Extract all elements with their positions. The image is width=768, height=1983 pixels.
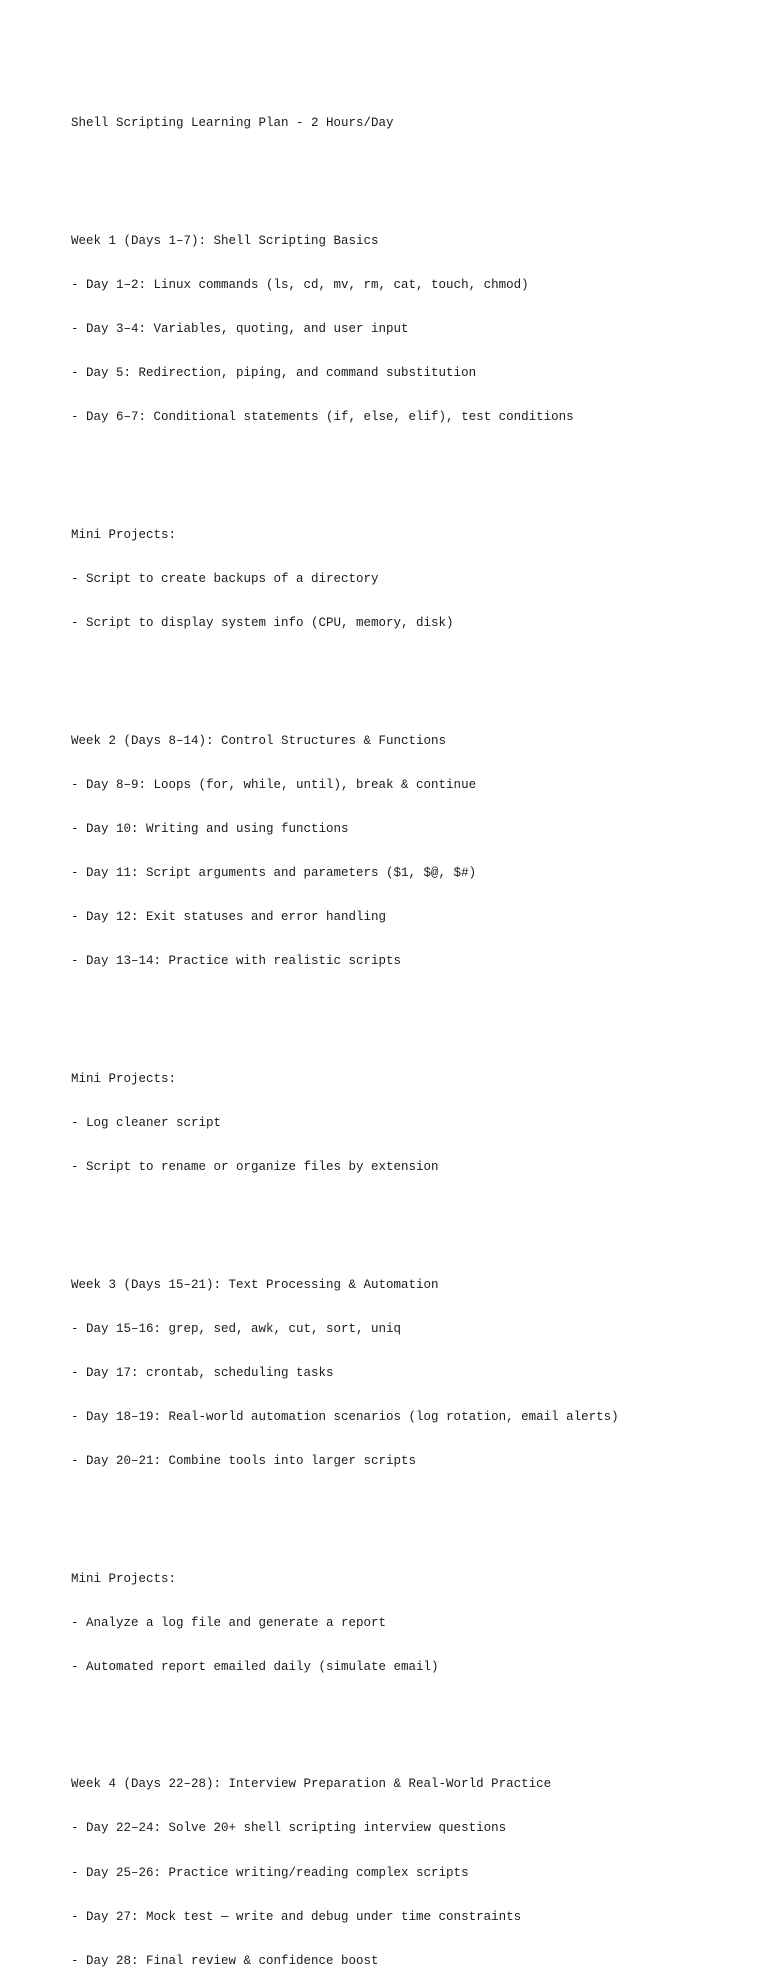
list-item: - Day 27: Mock test — write and debug under time constraints (71, 1909, 522, 1924)
list-item: - Day 5: Redirection, piping, and command substitution (71, 366, 477, 381)
document-title: Shell Scripting Learning Plan - 2 Hours/Day (71, 116, 394, 131)
list-item: - Day 28: Final review & confidence boost (71, 1953, 379, 1968)
list-item: - Day 11: Script arguments and parameters ($1, $@, $#) (71, 866, 477, 881)
list-item: - Day 22–24: Solve 20+ shell scripting interview questions (71, 1821, 507, 1836)
section-heading-week-2: Week 2 (Days 8–14): Control Structures & Functions (71, 733, 447, 748)
list-item: - Script to rename or organize files by extension (71, 1160, 439, 1174)
section-heading-week-4: Week 4 (Days 22–28): Interview Preparation & Real-World Practice (71, 1777, 552, 1792)
document-page (71, 87, 751, 1983)
list-item: - Day 20–21: Combine tools into larger scripts (71, 1453, 417, 1468)
list-item: - Day 12: Exit statuses and error handling (71, 910, 387, 925)
blank-line (71, 161, 751, 176)
blank-line (71, 660, 751, 675)
blank-line (71, 1204, 751, 1219)
blank-line (71, 1704, 751, 1719)
section-heading-mini-projects: Mini Projects: (71, 527, 177, 542)
list-item: - Day 17: crontab, scheduling tasks (71, 1365, 334, 1380)
list-item: - Script to display system info (CPU, memory, disk) (71, 616, 454, 631)
section-heading-week-3: Week 3 (Days 15–21): Text Processing & Automation (71, 1277, 439, 1292)
section-heading-mini-projects: Mini Projects: (71, 1071, 177, 1086)
blank-line (71, 1498, 751, 1513)
list-item: - Log cleaner script (71, 1115, 222, 1130)
blank-line (71, 998, 751, 1013)
blank-line (71, 454, 751, 469)
list-item: - Day 8–9: Loops (for, while, until), break & continue (71, 777, 477, 792)
list-item: - Script to create backups of a directory (71, 572, 379, 587)
list-item: - Day 6–7: Conditional statements (if, else, elif), test conditions (71, 410, 574, 425)
list-item: - Day 1–2: Linux commands (ls, cd, mv, rm, cat, touch, chmod) (71, 278, 529, 293)
list-item: - Day 13–14: Practice with realistic scripts (71, 954, 402, 969)
list-item: - Day 10: Writing and using functions (71, 821, 349, 836)
section-heading-mini-projects: Mini Projects: (71, 1571, 177, 1586)
list-item: - Analyze a log file and generate a report (71, 1615, 387, 1630)
list-item: - Day 25–26: Practice writing/reading complex scripts (71, 1865, 469, 1880)
section-heading-week-1: Week 1 (Days 1–7): Shell Scripting Basics (71, 234, 379, 248)
list-item: - Day 3–4: Variables, quoting, and user input (71, 322, 409, 337)
list-item: - Day 18–19: Real-world automation scenarios (log rotation, email alerts) (71, 1409, 619, 1424)
list-item: - Automated report emailed daily (simulate email) (71, 1659, 439, 1674)
list-item: - Day 15–16: grep, sed, awk, cut, sort, uniq (71, 1321, 402, 1336)
